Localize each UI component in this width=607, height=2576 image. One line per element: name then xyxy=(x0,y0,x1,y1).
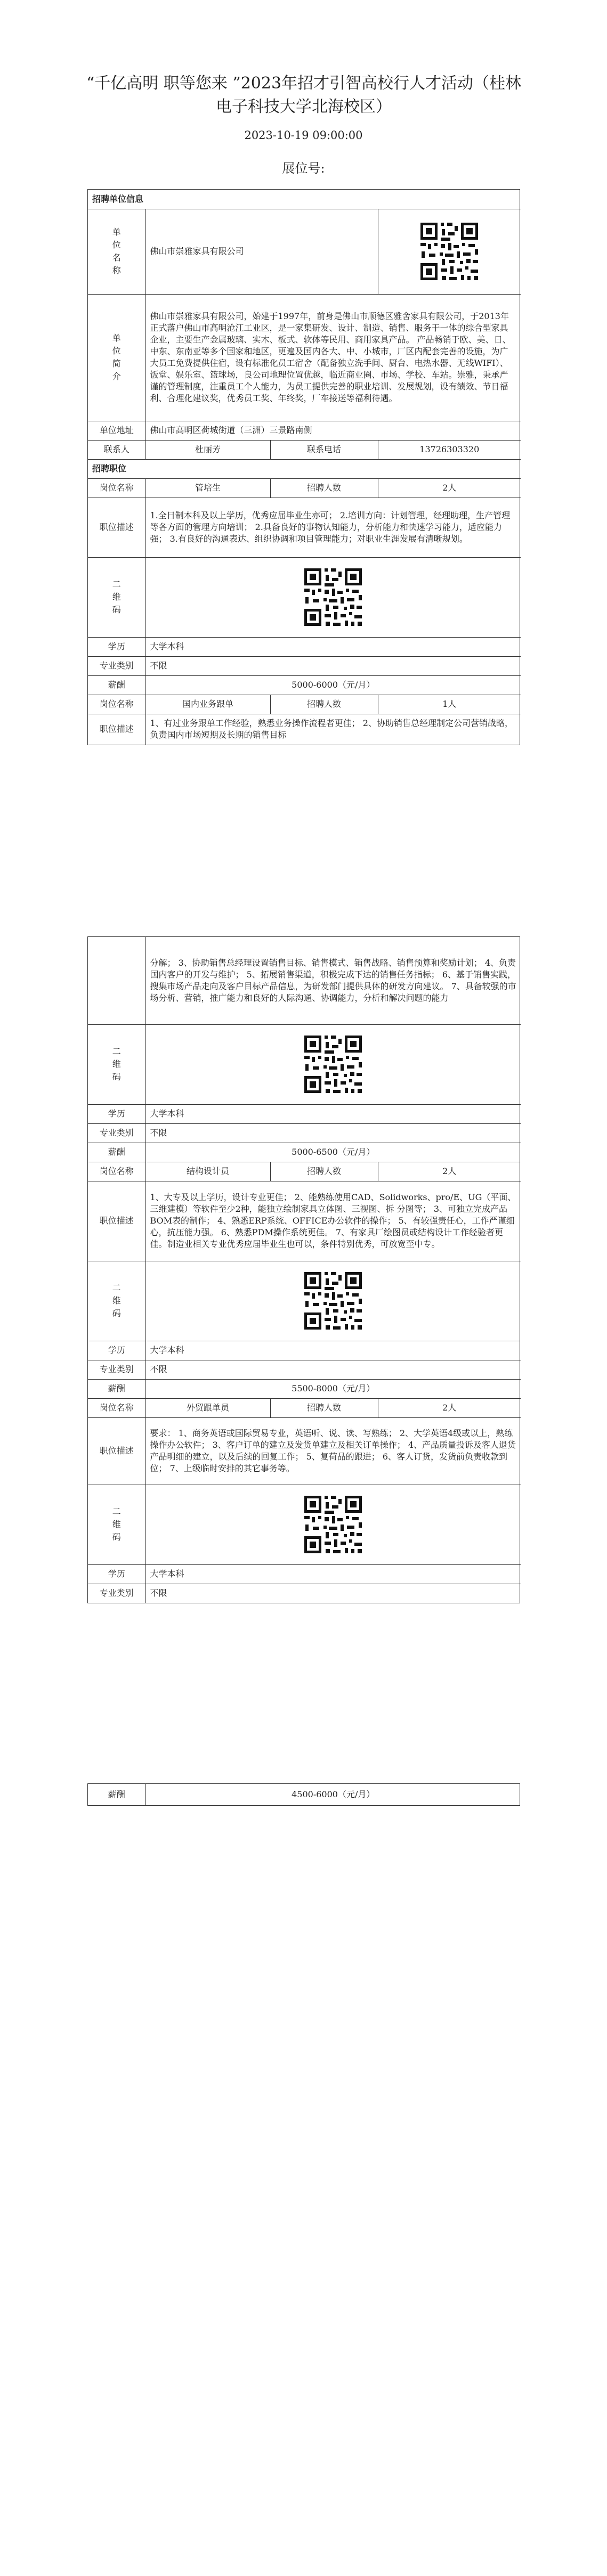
job-education: 大学本科 xyxy=(145,1104,521,1123)
event-datetime: 2023-10-19 09:00:00 xyxy=(244,129,363,142)
company-intro: 佛山市崇雅家具有限公司，始建于1997年，前身是佛山市顺德区雅舍家具有限公司，于2013年正式落户佛山市高明沧江工业区，是一家集研发、设计、制造、销售、服务于一体的综合型家具企业，主要生产金属玻璃、实木、板式、软体等民用、商用家具产品。 产品畅销于欧、美、日、中东、东南亚等多个国家和地区，更遍及国内各大、中、小城市，厂区内配套完善的设施，为广大员工免费提供住宿，设有标准化员工宿舍（配备独立洗手间、厨台、电热水器、无线WIFI）、饭堂、娱乐室、篮球场，良公司地理位置优越，临近商业圈、市场、学校、车站。崇雅，秉承严谨的管理制度，注重员工个人能力，为员工提供完善的职业培训、发展规划，设有绩效、节日福利、合理化建议奖，优秀员工奖、年终奖，厂车接送等福利待遇。 xyxy=(145,294,521,421)
job-qrcode-row xyxy=(88,557,521,637)
job-salary: 4500-6000（元/月） xyxy=(145,1784,521,1805)
position-label: 岗位名称 xyxy=(88,1162,145,1181)
salary-label: 薪酬 xyxy=(88,675,145,695)
section-header-company xyxy=(88,190,521,209)
qrcode-image xyxy=(302,566,364,628)
job-position: 管培生 xyxy=(145,478,270,498)
qrcode-label: 二维码 xyxy=(88,557,145,637)
job-major-row xyxy=(88,656,521,675)
job-position-row xyxy=(88,695,521,714)
major-label: 专业类别 xyxy=(88,1360,145,1379)
desc-label: 职位描述 xyxy=(88,1181,145,1261)
headcount-label: 招聘人数 xyxy=(270,695,378,714)
headcount-label: 招聘人数 xyxy=(270,478,378,498)
company-intro-label: 单位简介 xyxy=(88,294,145,421)
job-headcount: 2人 xyxy=(378,1162,521,1181)
job-salary-row xyxy=(88,1143,521,1162)
education-label: 学历 xyxy=(88,1564,145,1584)
company-intro-row xyxy=(88,294,521,421)
job-major-row xyxy=(88,1360,521,1379)
job-salary: 5500-8000（元/月） xyxy=(145,1379,521,1398)
job-desc-continued-row xyxy=(88,937,521,1024)
job-position-row xyxy=(88,1162,521,1181)
job-headcount: 2人 xyxy=(378,478,521,498)
qrcode-image xyxy=(302,1033,364,1095)
desc-label: 职位描述 xyxy=(88,498,145,557)
job-education-row xyxy=(88,1341,521,1360)
section-title-company: 招聘单位信息 xyxy=(88,190,521,209)
job-position: 外贸跟单员 xyxy=(145,1398,270,1417)
job-qrcode xyxy=(145,1485,521,1564)
contact-person: 杜丽芳 xyxy=(145,440,270,459)
qrcode-image xyxy=(418,221,480,282)
desc-label-empty xyxy=(88,937,145,1024)
salary-label: 薪酬 xyxy=(88,1379,145,1398)
education-label: 学历 xyxy=(88,1104,145,1123)
position-label: 岗位名称 xyxy=(88,478,145,498)
job-position-row xyxy=(88,478,521,498)
qrcode-image xyxy=(302,1494,364,1555)
major-label: 专业类别 xyxy=(88,656,145,675)
job-major-row xyxy=(88,1584,521,1603)
job-desc-row xyxy=(88,498,521,557)
job-salary-row xyxy=(88,1784,521,1805)
qrcode-image xyxy=(302,1270,364,1332)
qrcode-label: 二维码 xyxy=(88,1024,145,1104)
job-position-row xyxy=(88,1398,521,1417)
company-name-row xyxy=(88,209,521,294)
education-label: 学历 xyxy=(88,1341,145,1360)
job-desc-row xyxy=(88,714,521,745)
job-qrcode xyxy=(145,1261,521,1341)
job-headcount: 2人 xyxy=(378,1398,521,1417)
qrcode-label: 二维码 xyxy=(88,1261,145,1341)
company-address-label: 单位地址 xyxy=(88,421,145,440)
job-qrcode-row xyxy=(88,1261,521,1341)
job-salary-row xyxy=(88,675,521,695)
contact-phone-label: 联系电话 xyxy=(270,440,378,459)
job-desc-continued: 分解； 3、协助销售总经理设置销售目标、销售模式、销售战略、销售预算和奖励计划； 4、负责国内客户的开发与维护； 5、拓展销售渠道，积极完成下达的销售任务指标； 6、基于销售实践，搜集市场产品走向及客户目标产品信息，为研发部门提供具体的研发方向建议。 7、具备较强的市场分析、营销，推广能力和良好的人际沟通、协调能力，分析和解决问题的能力 xyxy=(145,937,521,1024)
desc-label: 职位描述 xyxy=(88,1417,145,1485)
position-label: 岗位名称 xyxy=(88,1398,145,1417)
section-header-jobs xyxy=(88,459,521,478)
job-major: 不限 xyxy=(145,1584,521,1603)
job-desc: 要求： 1、商务英语或国际贸易专业，英语听、说、读、写熟练； 2、大学英语4级或以上，熟练操作办公软件； 3、客户订单的建立及发货单建立及相关订单操作； 4、产品质量投诉及客人退货产品明细的建立，以及后续的回复工作； 5、复荷品的跟进； 6、客人订货，发货前负责收款到位； 7、上级临时安排的其它事务等。 xyxy=(145,1417,521,1485)
job-desc: 1、有过业务跟单工作经验，熟悉业务操作流程者更佳； 2、协助销售总经理制定公司营销战略，负责国内市场短期及长期的销售目标 xyxy=(145,714,521,745)
company-contact-row xyxy=(88,440,521,459)
position-label: 岗位名称 xyxy=(88,695,145,714)
company-address-row xyxy=(88,421,521,440)
booth-number-label: 展位号: xyxy=(282,161,325,176)
contact-person-label: 联系人 xyxy=(88,440,145,459)
job-position: 结构设计员 xyxy=(145,1162,270,1181)
company-name: 佛山市崇雅家具有限公司 xyxy=(145,209,378,294)
headcount-label: 招聘人数 xyxy=(270,1398,378,1417)
section-title-jobs: 招聘职位 xyxy=(88,459,521,478)
job-salary: 5000-6000（元/月） xyxy=(145,675,521,695)
education-label: 学历 xyxy=(88,637,145,656)
contact-phone: 13726303320 xyxy=(378,440,521,459)
company-name-label: 单位名称 xyxy=(88,209,145,294)
job-major: 不限 xyxy=(145,1360,521,1379)
jobs-block-page3 xyxy=(87,1783,520,1806)
job-desc-row xyxy=(88,1417,521,1485)
major-label: 专业类别 xyxy=(88,1584,145,1603)
salary-label: 薪酬 xyxy=(88,1143,145,1162)
job-salary-row xyxy=(88,1379,521,1398)
job-qrcode-row xyxy=(88,1024,521,1104)
page-title: “千亿高明 职等您来 ”2023年招才引智高校行人才活动（桂林电子科技大学北海校区） xyxy=(86,74,522,116)
job-desc: 1、大专及以上学历，设计专业更佳； 2、能熟练使用CAD、Solidworks、pro/E、UG（平面、三维建模）等软件至少2种，能独立绘制家具立体图、三视图、拆 分图等； 3、可独立完成产品BOM表的制作； 4、熟悉ERP系统、OFFICE办公软件的操作； 5、有较强责任心，工作严谨细心，抗压能力强。 6、熟悉PDM操作系统更佳。 7、有家具厂绘图员或结构设计工作经验者更佳。制造业相关专业优秀应届毕业生也可以，条件特别优秀，可放宽至中专。 xyxy=(145,1181,521,1261)
job-qrcode xyxy=(145,557,521,637)
job-education: 大学本科 xyxy=(145,637,521,656)
company-info-block xyxy=(87,189,520,745)
job-desc-row xyxy=(88,1181,521,1261)
job-position: 国内业务跟单 xyxy=(145,695,270,714)
job-education-row xyxy=(88,637,521,656)
major-label: 专业类别 xyxy=(88,1123,145,1143)
job-salary: 5000-6500（元/月） xyxy=(145,1143,521,1162)
jobs-block-page2 xyxy=(87,936,520,1603)
job-education: 大学本科 xyxy=(145,1341,521,1360)
job-education: 大学本科 xyxy=(145,1564,521,1584)
job-education-row xyxy=(88,1564,521,1584)
job-headcount: 1人 xyxy=(378,695,521,714)
job-desc: 1.全日制本科及以上学历，优秀应届毕业生亦可； 2.培训方向：计划管理，经理助理，生产管理等各方面的管理方向培训； 2.具备良好的事物认知能力，分析能力和快速学习能力，适应能力强； 3.有良好的沟通表达、组织协调和项目管理能力；对职业生涯发展有清晰规划。 xyxy=(145,498,521,557)
salary-label: 薪酬 xyxy=(88,1784,145,1805)
job-education-row xyxy=(88,1104,521,1123)
headcount-label: 招聘人数 xyxy=(270,1162,378,1181)
job-major: 不限 xyxy=(145,1123,521,1143)
company-qrcode xyxy=(378,209,521,294)
job-qrcode xyxy=(145,1024,521,1104)
job-major: 不限 xyxy=(145,656,521,675)
job-qrcode-row xyxy=(88,1485,521,1564)
desc-label: 职位描述 xyxy=(88,714,145,745)
company-address: 佛山市高明区荷城街道（三洲）三景路南侧 xyxy=(145,421,521,440)
qrcode-label: 二维码 xyxy=(88,1485,145,1564)
job-major-row xyxy=(88,1123,521,1143)
